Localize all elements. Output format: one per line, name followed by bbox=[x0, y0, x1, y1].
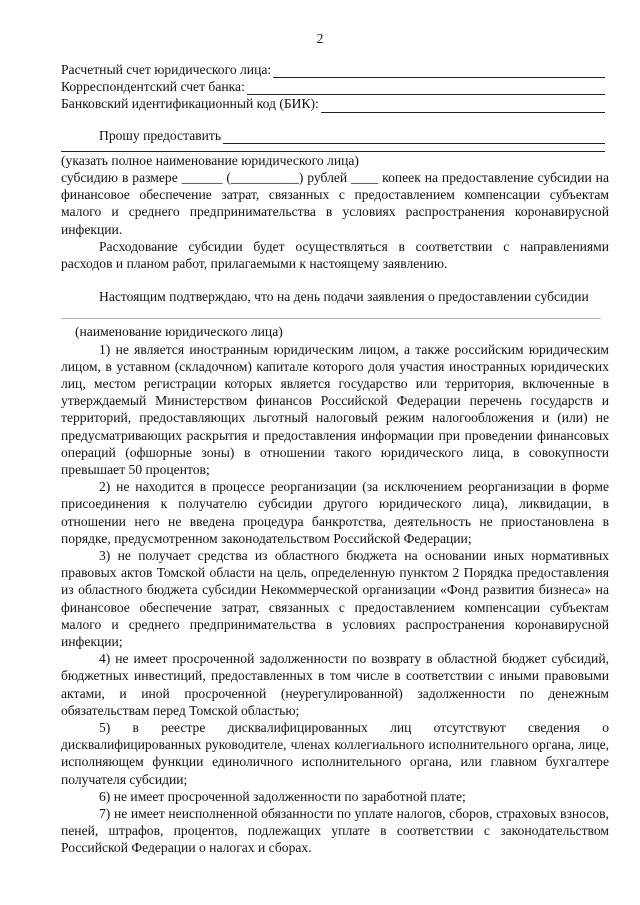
list-item: 4) не имеет просроченной задолженности по возврату в областной бюджет субсидий, бюджетных инвестиций, предоставленных в том числе в соответствии с иными правовыми актами, и иной просроченной (неурегулированной) задолженности по денежным обязательствам перед Томской областью; bbox=[61, 651, 609, 718]
account-field[interactable] bbox=[273, 64, 605, 78]
list-item: 1) не является иностранным юридическим лицом, а также российским юридическим лицом, в уставном (складочном) капитале которого доля участия иностранных юридических лиц, местом регистрации которых является государство или территория, включенные в утверждаемый Министерством финансов Российской Федерации перечень государств и территорий, предоставляющих льготный налоговый режим налогообложения и (или) не предусматривающих раскрытия и предоставления информации при проведении финансовых операций (офшорные зоны) в отношении такого юридического лица, в совокупности превышает 50 процентов; bbox=[61, 341, 609, 477]
list-item: 5) в реестре дисквалифицированных лиц отсутствуют сведения о дисквалифицированных руководителе, членах коллегиального исполнительного органа, лице, исполняющем функции единоличного исполнительного органа, или главном бухгалтере получателя субсидии; bbox=[61, 720, 609, 787]
account-row bbox=[61, 61, 609, 78]
bik-field[interactable] bbox=[321, 99, 605, 113]
request-row bbox=[61, 127, 609, 144]
list-item: 3) не получает средства из областного бюджета на основании иных нормативных правовых актов Томской области на цель, определенную пунктом 2 Порядка предоставления из областного бюджета субсидии Некоммерческой организации «Фонд развития бизнеса» на финансовое обеспечение затрат, связанных с предоставлением компенсации субъектам малого и среднего предпринимательства в условиях распространения коронавирусной инфекции; bbox=[61, 548, 609, 650]
page-number: 2 bbox=[316, 31, 324, 46]
entity-name-line[interactable] bbox=[61, 144, 605, 152]
bik-label: Банковский идентификационный код (БИК): bbox=[61, 96, 319, 112]
corr-account-field[interactable] bbox=[247, 81, 605, 95]
spending-paragraph: Расходование субсидии будет осуществляться в соответствии с направлениями расходов и планом работ, прилагаемыми к настоящему заявлению. bbox=[61, 238, 609, 271]
entity-name-caption: (указать полное наименование юридического лица) bbox=[61, 152, 359, 168]
corr-account-row bbox=[61, 78, 609, 95]
confirm-entity-caption: (наименование юридического лица) bbox=[75, 324, 283, 340]
account-label: Расчетный счет юридического лица: bbox=[61, 61, 272, 77]
confirm-entity-line[interactable] bbox=[61, 317, 601, 319]
request-label: Прошу предоставить bbox=[99, 127, 222, 143]
confirm-paragraph: Настоящим подтверждаю, что на день подачи заявления о предоставлении субсидии bbox=[99, 289, 589, 305]
list-item: 6) не имеет просроченной задолженности по заработной плате; bbox=[99, 788, 466, 804]
subsidy-paragraph: субсидию в размере ______ (__________) рублей ____ копеек на предоставление субсидии на финансовое обеспечение затрат, связанных с предоставлением компенсации субъектам малого и среднего предпринимательства в условиях распространения коронавирусной инфекции. bbox=[61, 169, 609, 237]
list-item: 7) не имеет неисполненной обязанности по уплате налогов, сборов, страховых взносов, пеней, штрафов, процентов, подлежащих уплате в соответствии с законодательством Российской Федерации о налогах и сборах. bbox=[61, 806, 609, 856]
bik-row bbox=[61, 95, 609, 112]
list-item: 2) не находится в процессе реорганизации (за исключением реорганизации в форме присоединения к получателю субсидии другого юридического лица), ликвидации, в отношении него не введена процедура банкротства, деятельность не приостановлена в порядке, предусмотренном законодательством Российской Федерации; bbox=[61, 479, 609, 546]
entity-name-field[interactable] bbox=[223, 130, 605, 144]
document-body bbox=[61, 61, 609, 857]
corr-account-label: Корреспондентский счет банка: bbox=[61, 79, 245, 95]
